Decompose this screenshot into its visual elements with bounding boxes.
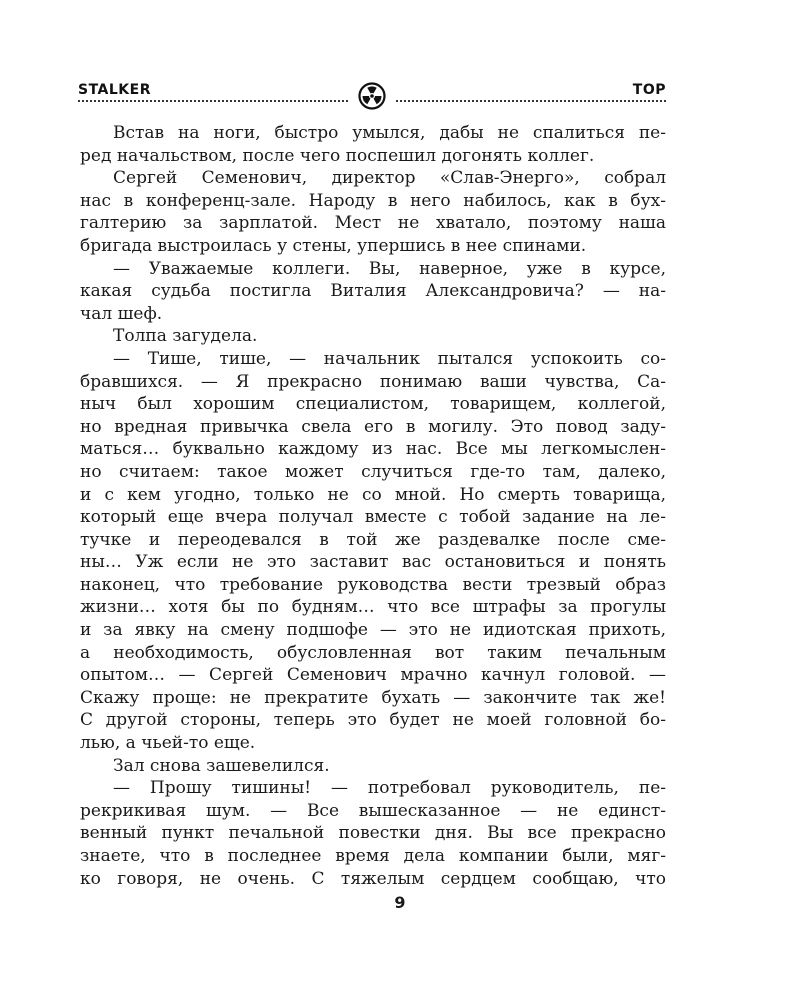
radiation-emblem-icon bbox=[358, 82, 386, 110]
body-text bbox=[80, 122, 666, 890]
text-line: — Уважаемые коллеги. Вы, наверное, уже в курсе, bbox=[113, 258, 666, 279]
text-line: Сергей Семенович, директор «Слав-Энерго», собрал bbox=[113, 168, 666, 189]
text-line: рекрикивая шум. — Все вышесказанное — не единст- bbox=[80, 800, 666, 821]
text-line: бравшихся. — Я прекрасно понимаю ваши чувства, Са- bbox=[80, 371, 666, 392]
text-line: галтерию за зарплатой. Мест не хватало, поэтому наша bbox=[80, 213, 666, 234]
text-line: маться… буквально каждому из нас. Все мы легкомыслен- bbox=[80, 439, 666, 460]
text-line: — Прошу тишины! — потребовал руководитель, пе- bbox=[113, 778, 666, 799]
header-dotted-rule-left bbox=[78, 100, 348, 102]
text-line: а необходимость, обусловленная вот таким печальным bbox=[80, 642, 666, 663]
text-line: наконец, что требование руководства вести трезвый образ bbox=[80, 574, 666, 595]
text-line: С другой стороны, теперь это будет не моей головной бо- bbox=[80, 710, 666, 731]
text-line: Толпа загудела. bbox=[113, 326, 258, 347]
page-number: 9 bbox=[394, 893, 406, 912]
text-line: но вредная привычка свела его в могилу. Это повод заду- bbox=[80, 416, 666, 437]
text-line: знаете, что в последнее время дела компании были, мяг- bbox=[80, 846, 666, 866]
header-dotted-rule-right bbox=[396, 100, 666, 102]
section-label: TOP bbox=[632, 82, 666, 98]
text-line: — Тише, тише, — начальник пытался успокоить со- bbox=[113, 348, 666, 369]
text-line: опытом… — Сергей Семенович мрачно качнул головой. — bbox=[80, 665, 666, 686]
text-line: и с кем угодно, только не со мной. Но смерть товарища, bbox=[80, 484, 666, 505]
text-line: нас в конференц-зале. Народу в него набилось, как в бух- bbox=[80, 190, 666, 211]
text-line: Встав на ноги, быстро умылся, дабы не спалиться пе- bbox=[113, 123, 666, 143]
text-line: лью, а чьей-то еще. bbox=[80, 733, 256, 754]
series-title: STALKER bbox=[78, 82, 151, 98]
text-line: какая судьба постигла Виталия Александровича? — на- bbox=[80, 281, 666, 302]
text-line: ныч был хорошим специалистом, товарищем, коллегой, bbox=[80, 394, 666, 415]
text-line: ред начальством, после чего поспешил догонять коллег. bbox=[80, 145, 595, 166]
text-line: тучке и переодевался в той же раздевалке после сме- bbox=[80, 529, 666, 550]
running-header bbox=[78, 78, 666, 112]
text-line: ко говоря, не очень. С тяжелым сердцем сообщаю, что bbox=[80, 868, 666, 889]
text-line: но считаем: такое может случиться где-то там, далеко, bbox=[80, 461, 666, 482]
text-line: бригада выстроилась у стены, упершись в нее спинами. bbox=[80, 235, 587, 256]
text-line: ны… Уж если не это заставит вас остановиться и понять bbox=[80, 552, 666, 573]
text-line: Скажу проще: не прекратите бухать — закончите так же! bbox=[80, 687, 666, 708]
text-line: чал шеф. bbox=[80, 303, 163, 324]
text-line: который еще вчера получал вместе с тобой задание на ле- bbox=[80, 507, 666, 528]
text-line: венный пункт печальной повестки дня. Вы все прекрасно bbox=[80, 823, 666, 844]
text-line: и за явку на смену подшофе — это не идиотская прихоть, bbox=[80, 620, 666, 641]
text-line: Зал снова зашевелился. bbox=[113, 755, 330, 776]
text-line: жизни… хотя бы по будням… что все штрафы за прогулы bbox=[80, 597, 666, 618]
